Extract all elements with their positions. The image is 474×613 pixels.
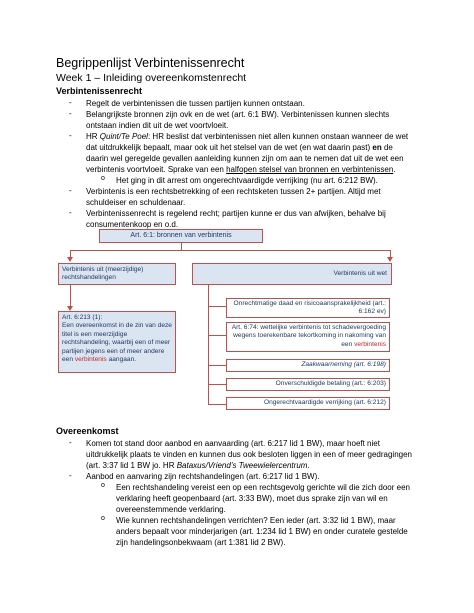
bullet-text-quint: HR Quint/Te Poel: HR beslist dat verbintenissen niet allen kunnen onstaan wanneer de wet dat uitdrukkelijk bepaalt, maar ook uit het stelsel van de wet (en wat daarin past) en de daarin wel geregelde gevallen aanleiding kunnen zijn om aan te nemen dat uit de wet een verbintenis voortvloeit. Sprake van een halfopen stelsel van bronnen en verbintenissen.	[86, 132, 409, 174]
sub-bullet-text: Wie kunnen rechtshandelingen verrichten? Een ieder (art. 3:32 lid 1 BW), maar anders bepaalt voor minderjarigen (art. 1:234 lid 1 BW) en onder curatele gestelde zijn handelingsonbekwaam (art 1:381 lid 2 BW).	[116, 516, 408, 547]
diagram-box-onrechtmatige-daad: Onrechtmatige daad en risicoaansprakelijkheid (art.: 6:162 ev)	[226, 298, 390, 318]
arrow-icon	[387, 257, 393, 262]
bullet-text: Belangrijkste bronnen zijn ovk en de wet (art. 6:1 BW). Verbintenissen kunnen slechts ontstaan indien dit uit de wet voortvloeit.	[86, 110, 390, 130]
diagram-box-art-6-213: Art. 6:213 (1): Een overeenkomst in de zin van deze titel is een meerzijdige rechtshandeling, waarbij een of meer partijen jegens een of meer andere een verbintenis aangaan.	[58, 311, 176, 373]
bullet-dash: -	[69, 208, 72, 217]
bullet-dash: -	[69, 438, 72, 447]
diagram-connector	[208, 404, 226, 405]
diagram-connector	[208, 285, 209, 405]
bullet-dash: -	[69, 471, 72, 480]
arrow-icon	[67, 257, 73, 262]
sub-bullet-circle: o	[101, 175, 105, 182]
sub-bullet-text: Het ging in dit arrest om ongerechtvaardigde verrijking (nu art. 6:212 BW).	[116, 176, 378, 185]
bullet-dash: -	[69, 98, 72, 107]
diagram-connector	[208, 384, 226, 385]
diagram-connector	[208, 335, 226, 336]
diagram-connector	[70, 285, 71, 307]
diagram-connector	[70, 250, 390, 251]
diagram-box-top: Art. 6:1: bronnen van verbintenis	[99, 229, 263, 243]
diagram-connector	[181, 243, 182, 250]
section-heading-overeenkomst: Overeenkomst	[56, 426, 119, 436]
week-heading: Week 1 – Inleiding overeenkomstenrecht	[56, 72, 247, 84]
sub-bullet-text: Een rechtshandeling vereist een op een rechtsgevolg gerichte wil die zich door een verklaring heeft geopenbaard (art. 3:33 BW), moet dus sprake zijn van wil en overeenstemmende verklaring.	[116, 483, 410, 514]
diagram-box-wet: Verbintenis uit wet	[192, 263, 392, 285]
diagram-box-rechtshandelingen: Verbintenis uit (meerzijdige) rechtshandelingen	[58, 263, 176, 285]
bullet-text-aanbod: Komen tot stand door aanbod en aanvaarding (art. 6:217 lid 1 BW), maar hoeft niet uitdrukkelijk plaats te vinden en kunnen dus ook besloten liggen in een of meer gedragingen (art. 3:37 lid 1 BW jo. HR Bataxus/Vriend’s Tweewielercentrum.	[86, 439, 412, 470]
bullet-dash: -	[69, 131, 72, 140]
diagram-box-zaakwaarneming: Zaakwaarneming (art. 6:198)	[226, 359, 390, 372]
diagram-box-ongerechtvaardigde-verrijking: Ongerechtvaardigde verrijking (art. 6:212)	[226, 397, 390, 410]
bullet-dash: -	[69, 109, 72, 118]
diagram-connector	[208, 365, 226, 366]
bullet-text: Regelt de verbintenissen die tussen partijen kunnen ontstaan.	[86, 99, 305, 108]
bullet-text: Verbintenis is een rechtsbetrekking of een rechtsketen tussen 2+ partijen. Altijd met schuldeiser en schuldenaar.	[86, 187, 381, 207]
sub-bullet-circle: o	[101, 482, 105, 489]
diagram-connector	[208, 306, 226, 307]
bullet-dash: -	[69, 186, 72, 195]
document-title: Begrippenlijst Verbintenissenrecht	[56, 56, 245, 70]
diagram-box-art-6-74: Art. 6:74: wettelijke verbintenis tot schadevergoeding wegens toerekenbare tekortkoming in nakoming van een verbintenis	[226, 322, 390, 352]
bullet-text: Aanbod en aanvaring zijn rechtshandelingen (art. 6:217 lid 1 BW).	[86, 472, 320, 481]
section-heading-verbintenissenrecht: Verbintenissenrecht	[56, 86, 143, 96]
sub-bullet-circle: o	[101, 515, 105, 522]
diagram-box-onverschuldigde-betaling: Onverschuldigde betaling (art.: 6:203)	[226, 378, 390, 391]
bullet-text: Verbintenissenrecht is regelend recht; partijen kunne er dus van afwijken, behalve bij consumentenkoop en o.d.	[86, 209, 386, 229]
